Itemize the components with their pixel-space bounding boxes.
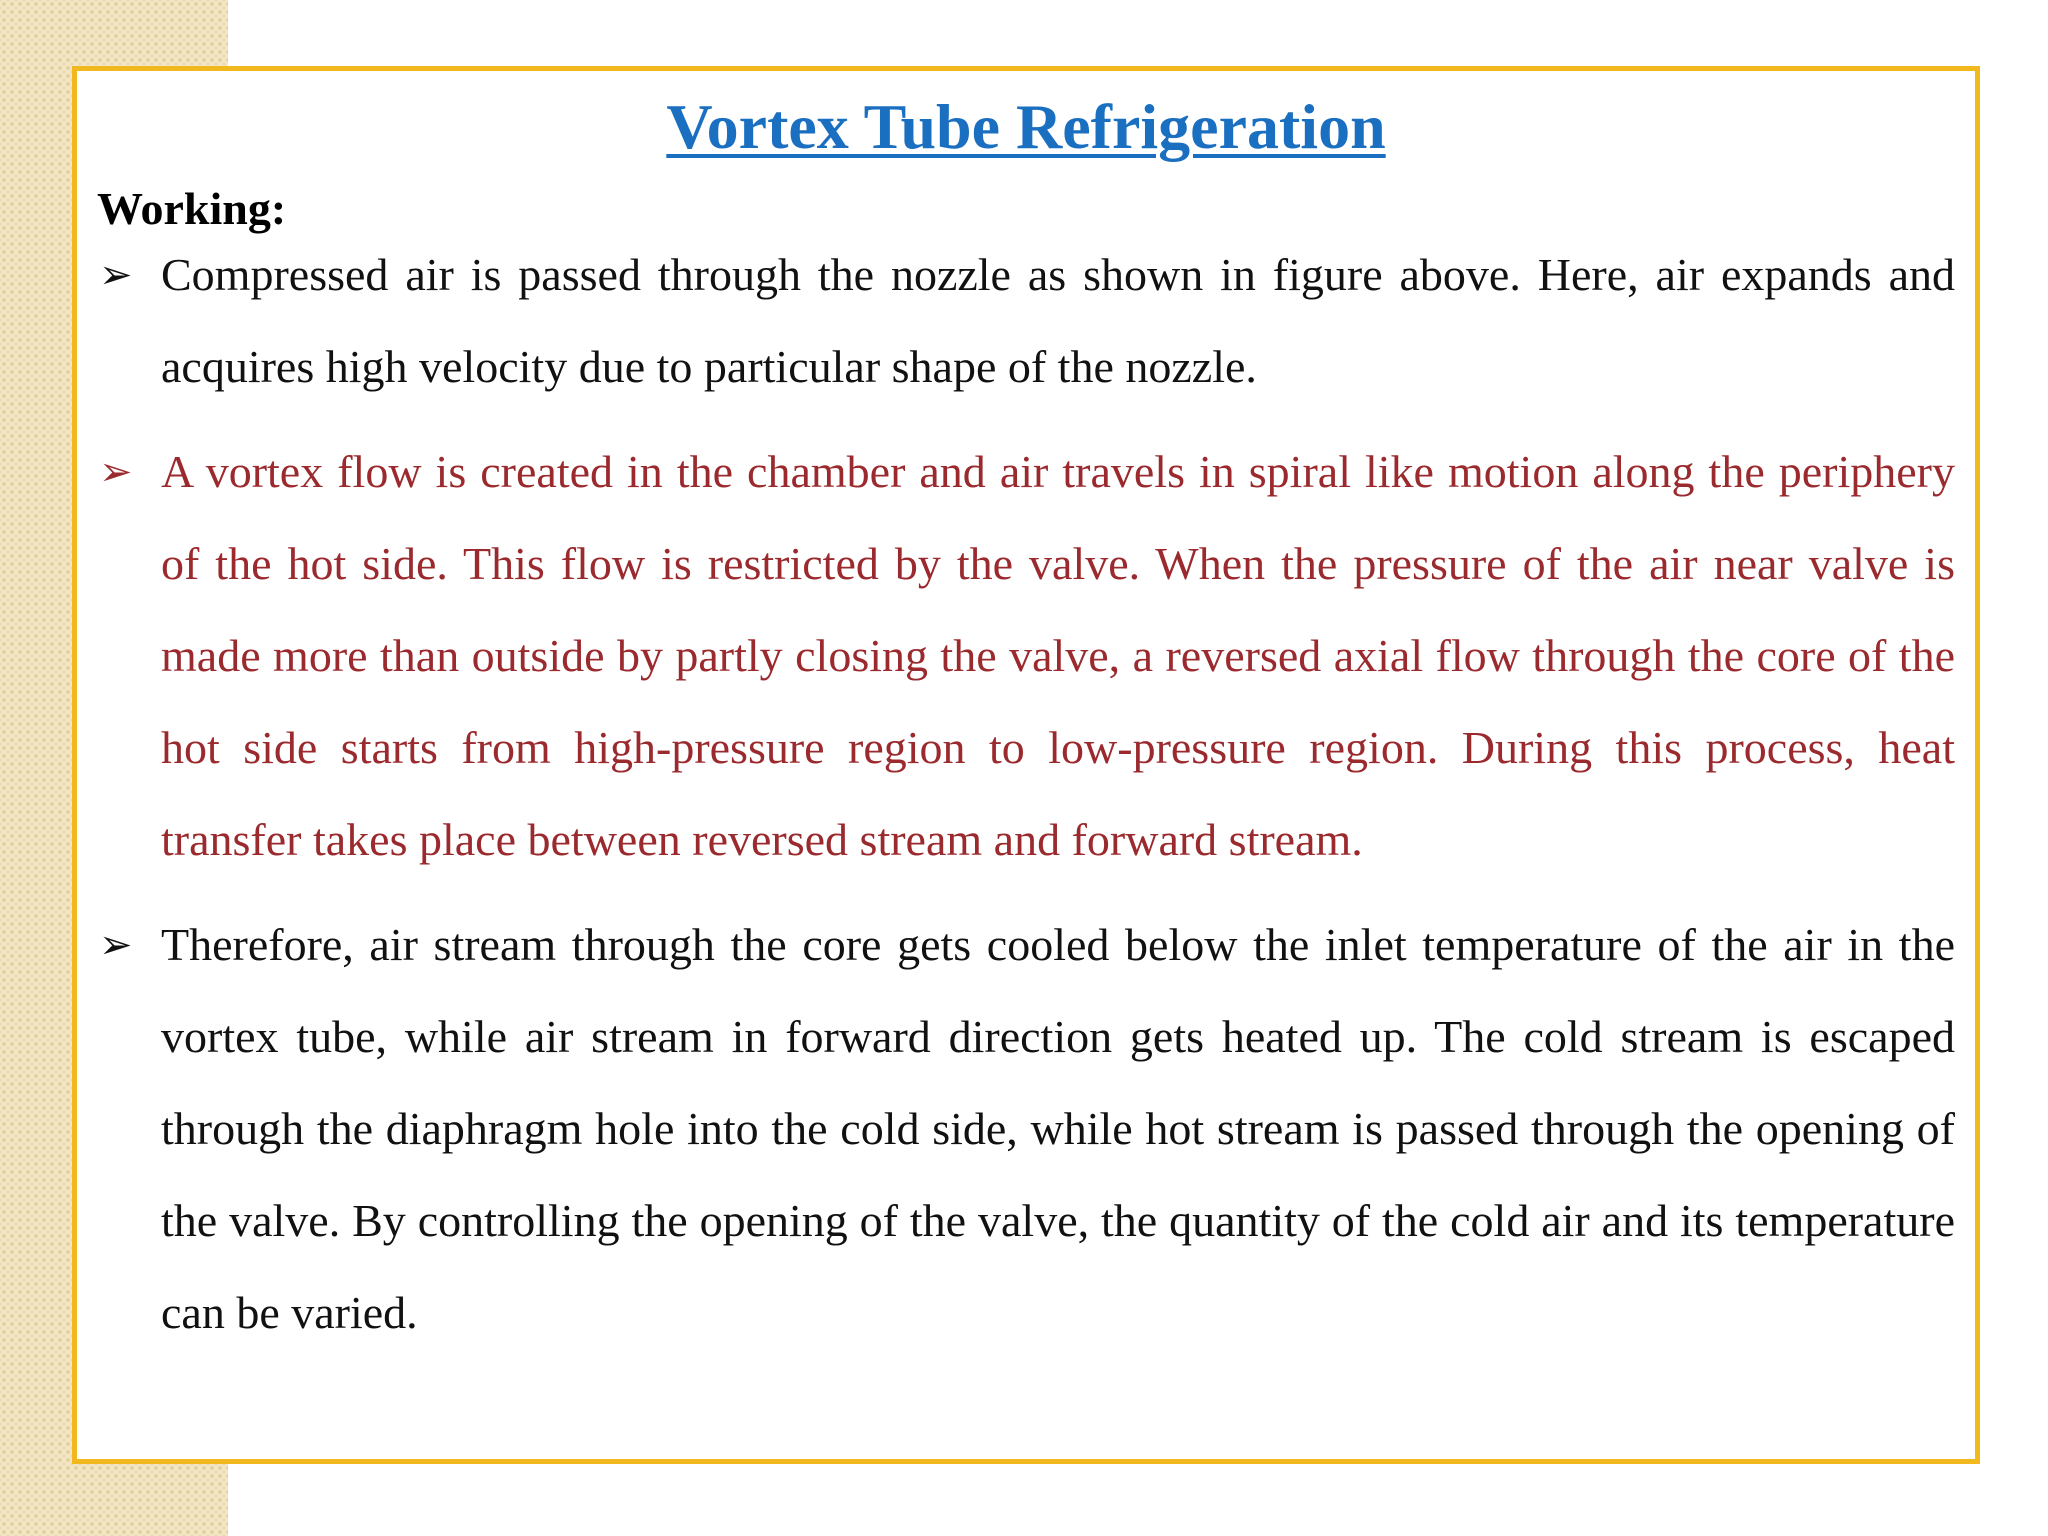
section-heading-working: Working: bbox=[97, 183, 287, 234]
bullet-text: Therefore, air stream through the core gets cooled below the inlet temperature of the air in the vortex tube, while air stream in forward direction gets heated up. The cold stream is escaped through the diaphragm hole into the cold side, while hot stream is passed through the opening of the valve. By controlling the opening of the valve, the quantity of the cold air and its temperature can be varied. bbox=[161, 919, 1955, 1338]
arrow-bullet-icon: ➢ bbox=[99, 449, 133, 495]
bullet-item bbox=[97, 426, 1955, 886]
slide-frame bbox=[72, 66, 1980, 1464]
arrow-bullet-icon: ➢ bbox=[99, 922, 133, 968]
arrow-bullet-icon: ➢ bbox=[99, 252, 133, 298]
slide-title: Vortex Tube Refrigeration bbox=[666, 91, 1386, 162]
bullet-item bbox=[97, 899, 1955, 1359]
bullet-item bbox=[97, 229, 1955, 413]
bullet-text: A vortex flow is created in the chamber and air travels in spiral like motion along the periphery of the hot side. This flow is restricted by the valve. When the pressure of the air near valve is made more than outside by partly closing the valve, a reversed axial flow through the core of the hot side starts from high-pressure region to low-pressure region. During this process, heat transfer takes place between reversed stream and forward stream. bbox=[161, 446, 1955, 865]
bullet-text: Compressed air is passed through the nozzle as shown in figure above. Here, air expands and acquires high velocity due to particular shape of the nozzle. bbox=[161, 249, 1955, 392]
bullet-list bbox=[97, 229, 1955, 1372]
